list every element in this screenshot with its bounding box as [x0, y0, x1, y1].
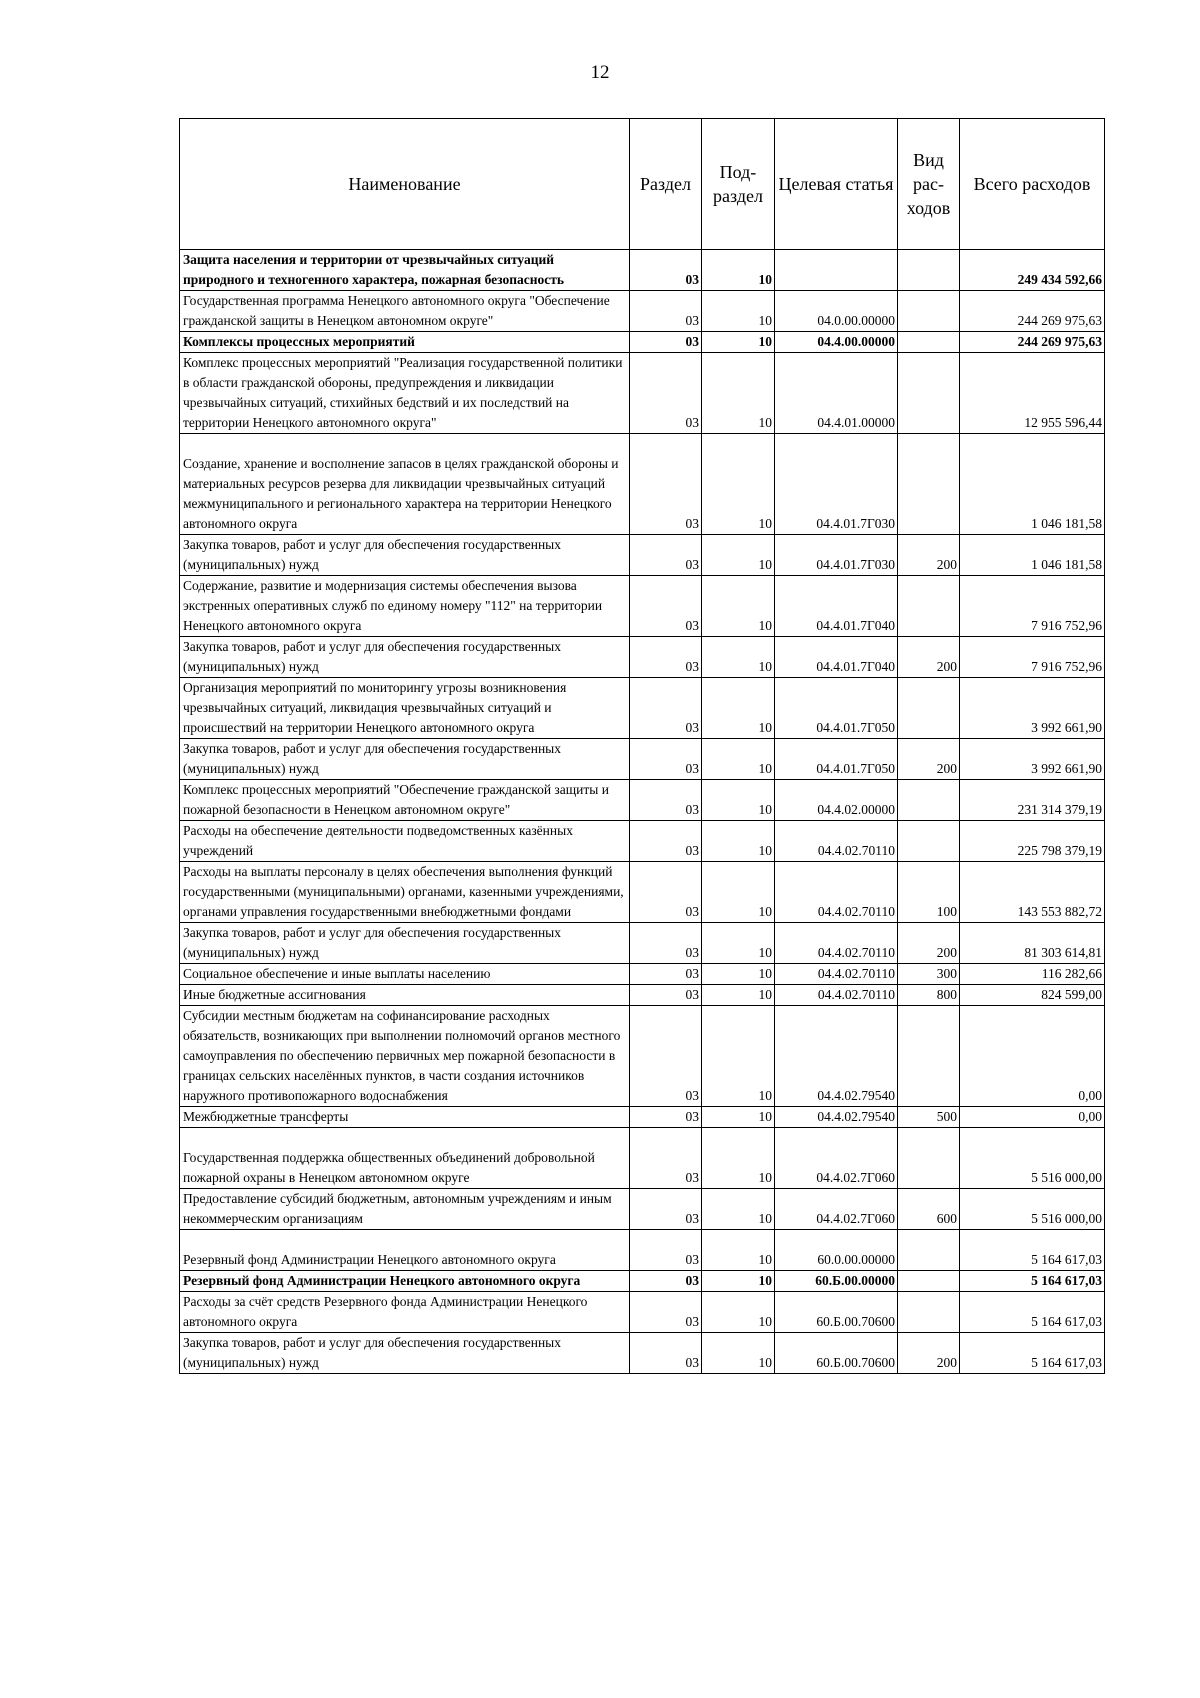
table-row: [180, 535, 1105, 576]
cell-name: Государственная программа Ненецкого автономного округа "Обеспечение гражданской защиты в Ненецком автономном округе": [180, 291, 630, 332]
page-number: 12: [590, 62, 610, 83]
cell-razdel: 03: [630, 1107, 702, 1128]
cell-vid: [898, 576, 960, 637]
cell-total: 1 046 181,58: [960, 434, 1105, 535]
cell-total: 7 916 752,96: [960, 637, 1105, 678]
cell-vid: [898, 1292, 960, 1333]
cell-podrazdel: 10: [702, 1230, 775, 1271]
table-body: [180, 250, 1105, 1374]
cell-podrazdel: 10: [702, 1128, 775, 1189]
table-row: [180, 1107, 1105, 1128]
cell-target: 04.0.00.00000: [775, 291, 898, 332]
cell-podrazdel: 10: [702, 1189, 775, 1230]
cell-target: 04.4.01.7Г050: [775, 678, 898, 739]
cell-razdel: 03: [630, 291, 702, 332]
table-row: [180, 964, 1105, 985]
cell-vid: 200: [898, 739, 960, 780]
table-row: [180, 291, 1105, 332]
cell-target: 04.4.02.70110: [775, 862, 898, 923]
cell-total: 231 314 379,19: [960, 780, 1105, 821]
cell-vid: 200: [898, 637, 960, 678]
cell-name: Комплекс процессных мероприятий "Обеспечение гражданской защиты и пожарной безопасности в Ненецком автономном округе": [180, 780, 630, 821]
cell-podrazdel: 10: [702, 332, 775, 353]
header-total: Всего расходов: [960, 119, 1105, 250]
cell-name: Межбюджетные трансферты: [180, 1107, 630, 1128]
cell-razdel: 03: [630, 434, 702, 535]
cell-vid: [898, 353, 960, 434]
cell-target: 04.4.02.70110: [775, 923, 898, 964]
cell-target: 04.4.02.79540: [775, 1107, 898, 1128]
cell-total: 116 282,66: [960, 964, 1105, 985]
cell-target: 04.4.01.7Г040: [775, 576, 898, 637]
cell-name: Государственная поддержка общественных объединений добровольной пожарной охраны в Ненецком автономном округе: [180, 1128, 630, 1189]
cell-vid: 200: [898, 1333, 960, 1374]
cell-total: 244 269 975,63: [960, 291, 1105, 332]
cell-name: Социальное обеспечение и иные выплаты населению: [180, 964, 630, 985]
cell-podrazdel: 10: [702, 985, 775, 1006]
cell-target: 04.4.02.70110: [775, 985, 898, 1006]
table-row: [180, 1006, 1105, 1107]
table-row: [180, 576, 1105, 637]
cell-target: 04.4.02.70110: [775, 964, 898, 985]
cell-total: 5 164 617,03: [960, 1292, 1105, 1333]
cell-vid: 100: [898, 862, 960, 923]
cell-vid: 600: [898, 1189, 960, 1230]
cell-podrazdel: 10: [702, 862, 775, 923]
cell-name: Содержание, развитие и модернизация системы обеспечения вызова экстренных оперативных служб по единому номеру "112" на территории Ненецкого автономного округа: [180, 576, 630, 637]
cell-razdel: 03: [630, 739, 702, 780]
cell-razdel: 03: [630, 821, 702, 862]
cell-name: Иные бюджетные ассигнования: [180, 985, 630, 1006]
table-row: [180, 434, 1105, 535]
cell-total: 5 164 617,03: [960, 1333, 1105, 1374]
cell-podrazdel: 10: [702, 678, 775, 739]
header-target: Целевая статья: [775, 119, 898, 250]
cell-vid: [898, 250, 960, 291]
cell-razdel: 03: [630, 332, 702, 353]
cell-vid: 800: [898, 985, 960, 1006]
cell-podrazdel: 10: [702, 1333, 775, 1374]
cell-total: 249 434 592,66: [960, 250, 1105, 291]
cell-vid: 500: [898, 1107, 960, 1128]
cell-razdel: 03: [630, 637, 702, 678]
cell-total: 1 046 181,58: [960, 535, 1105, 576]
cell-vid: [898, 291, 960, 332]
cell-podrazdel: 10: [702, 1107, 775, 1128]
cell-razdel: 03: [630, 985, 702, 1006]
cell-vid: [898, 434, 960, 535]
cell-target: 60.Б.00.00000: [775, 1271, 898, 1292]
cell-target: 60.0.00.00000: [775, 1230, 898, 1271]
cell-razdel: 03: [630, 353, 702, 434]
cell-vid: [898, 780, 960, 821]
cell-podrazdel: 10: [702, 291, 775, 332]
cell-podrazdel: 10: [702, 739, 775, 780]
cell-target: [775, 250, 898, 291]
cell-name: Резервный фонд Администрации Ненецкого автономного округа: [180, 1230, 630, 1271]
cell-vid: [898, 1230, 960, 1271]
cell-total: 5 164 617,03: [960, 1271, 1105, 1292]
table-row: [180, 780, 1105, 821]
cell-razdel: 03: [630, 1292, 702, 1333]
table-row: [180, 1189, 1105, 1230]
cell-target: 60.Б.00.70600: [775, 1292, 898, 1333]
cell-podrazdel: 10: [702, 576, 775, 637]
cell-total: 244 269 975,63: [960, 332, 1105, 353]
cell-name: Расходы на обеспечение деятельности подведомственных казённых учреждений: [180, 821, 630, 862]
cell-razdel: 03: [630, 1128, 702, 1189]
cell-name: Закупка товаров, работ и услуг для обеспечения государственных (муниципальных) нужд: [180, 535, 630, 576]
cell-name: Резервный фонд Администрации Ненецкого автономного округа: [180, 1271, 630, 1292]
cell-target: 04.4.02.7Г060: [775, 1128, 898, 1189]
table-row: [180, 353, 1105, 434]
cell-target: 04.4.01.7Г050: [775, 739, 898, 780]
cell-target: 04.4.01.00000: [775, 353, 898, 434]
table-row: [180, 637, 1105, 678]
cell-razdel: 03: [630, 1271, 702, 1292]
cell-total: 81 303 614,81: [960, 923, 1105, 964]
cell-podrazdel: 10: [702, 250, 775, 291]
cell-razdel: 03: [630, 1189, 702, 1230]
budget-table: [179, 118, 1105, 1374]
table-row: [180, 1292, 1105, 1333]
cell-target: 04.4.02.7Г060: [775, 1189, 898, 1230]
cell-podrazdel: 10: [702, 434, 775, 535]
table-row: [180, 985, 1105, 1006]
cell-total: 143 553 882,72: [960, 862, 1105, 923]
header-name: Наименование: [180, 119, 630, 250]
cell-total: 3 992 661,90: [960, 678, 1105, 739]
header-vid: Вид рас- ходов: [898, 119, 960, 250]
cell-vid: [898, 1006, 960, 1107]
cell-total: 3 992 661,90: [960, 739, 1105, 780]
cell-name: Расходы за счёт средств Резервного фонда Администрации Ненецкого автономного округа: [180, 1292, 630, 1333]
cell-podrazdel: 10: [702, 780, 775, 821]
cell-vid: [898, 1128, 960, 1189]
cell-name: Расходы на выплаты персоналу в целях обеспечения выполнения функций государственными (муниципальными) органами, казенными учреждениями, органами управления государственными внебюджетными фондами: [180, 862, 630, 923]
cell-target: 04.4.01.7Г040: [775, 637, 898, 678]
header-razdel: Раздел: [630, 119, 702, 250]
cell-name: Закупка товаров, работ и услуг для обеспечения государственных (муниципальных) нужд: [180, 739, 630, 780]
cell-vid: 300: [898, 964, 960, 985]
table-row: [180, 678, 1105, 739]
cell-total: 7 916 752,96: [960, 576, 1105, 637]
cell-name: Предоставление субсидий бюджетным, автономным учреждениям и иным некоммерческим организациям: [180, 1189, 630, 1230]
cell-name: Защита населения и территории от чрезвычайных ситуаций природного и техногенного характера, пожарная безопасность: [180, 250, 630, 291]
cell-podrazdel: 10: [702, 353, 775, 434]
cell-total: 824 599,00: [960, 985, 1105, 1006]
cell-podrazdel: 10: [702, 535, 775, 576]
table-row: [180, 250, 1105, 291]
cell-total: 0,00: [960, 1006, 1105, 1107]
cell-vid: [898, 678, 960, 739]
cell-name: Комплексы процессных мероприятий: [180, 332, 630, 353]
cell-razdel: 03: [630, 535, 702, 576]
cell-target: 60.Б.00.70600: [775, 1333, 898, 1374]
cell-razdel: 03: [630, 1230, 702, 1271]
cell-total: 225 798 379,19: [960, 821, 1105, 862]
cell-razdel: 03: [630, 1006, 702, 1107]
table-row: [180, 1230, 1105, 1271]
cell-total: 0,00: [960, 1107, 1105, 1128]
table-row: [180, 1271, 1105, 1292]
cell-podrazdel: 10: [702, 1292, 775, 1333]
cell-podrazdel: 10: [702, 923, 775, 964]
cell-vid: [898, 1271, 960, 1292]
header-podrazdel: Под- раздел: [702, 119, 775, 250]
cell-razdel: 03: [630, 678, 702, 739]
table-row: [180, 1128, 1105, 1189]
table-row: [180, 332, 1105, 353]
cell-name: Организация мероприятий по мониторингу угрозы возникновения чрезвычайных ситуаций, ликвидация чрезвычайных ситуаций и происшествий на территории Ненецкого автономного округа: [180, 678, 630, 739]
cell-total: 12 955 596,44: [960, 353, 1105, 434]
table-row: [180, 862, 1105, 923]
cell-target: 04.4.01.7Г030: [775, 535, 898, 576]
cell-vid: [898, 332, 960, 353]
cell-razdel: 03: [630, 862, 702, 923]
cell-podrazdel: 10: [702, 637, 775, 678]
cell-podrazdel: 10: [702, 1006, 775, 1107]
cell-total: 5 516 000,00: [960, 1189, 1105, 1230]
cell-razdel: 03: [630, 250, 702, 291]
cell-name: Субсидии местным бюджетам на софинансирование расходных обязательств, возникающих при выполнении полномочий органов местного самоуправления по обеспечению первичных мер пожарной безопасности в границах сельских населённых пунктов, в части создания источников наружного противопожарного водоснабжения: [180, 1006, 630, 1107]
cell-razdel: 03: [630, 923, 702, 964]
cell-total: 5 516 000,00: [960, 1128, 1105, 1189]
cell-razdel: 03: [630, 780, 702, 821]
cell-name: Закупка товаров, работ и услуг для обеспечения государственных (муниципальных) нужд: [180, 1333, 630, 1374]
cell-podrazdel: 10: [702, 964, 775, 985]
cell-name: Комплекс процессных мероприятий "Реализация государственной политики в области гражданской обороны, предупреждения и ликвидации чрезвычайных ситуаций, стихийных бедствий и их последствий на территории Ненецкого автономного округа": [180, 353, 630, 434]
cell-name: Закупка товаров, работ и услуг для обеспечения государственных (муниципальных) нужд: [180, 637, 630, 678]
cell-razdel: 03: [630, 964, 702, 985]
cell-target: 04.4.02.00000: [775, 780, 898, 821]
table-header: [180, 119, 1105, 250]
cell-razdel: 03: [630, 576, 702, 637]
cell-target: 04.4.02.79540: [775, 1006, 898, 1107]
cell-name: Закупка товаров, работ и услуг для обеспечения государственных (муниципальных) нужд: [180, 923, 630, 964]
table-row: [180, 1333, 1105, 1374]
cell-target: 04.4.00.00000: [775, 332, 898, 353]
cell-name: Создание, хранение и восполнение запасов в целях гражданской обороны и материальных ресурсов резерва для ликвидации чрезвычайных ситуаций межмуниципального и регионального характера на территории Ненецкого автономного округа: [180, 434, 630, 535]
cell-vid: [898, 821, 960, 862]
cell-vid: 200: [898, 535, 960, 576]
cell-vid: 200: [898, 923, 960, 964]
cell-podrazdel: 10: [702, 821, 775, 862]
cell-razdel: 03: [630, 1333, 702, 1374]
cell-target: 04.4.02.70110: [775, 821, 898, 862]
table-row: [180, 739, 1105, 780]
cell-total: 5 164 617,03: [960, 1230, 1105, 1271]
cell-target: 04.4.01.7Г030: [775, 434, 898, 535]
table-row: [180, 923, 1105, 964]
table-row: [180, 821, 1105, 862]
cell-podrazdel: 10: [702, 1271, 775, 1292]
